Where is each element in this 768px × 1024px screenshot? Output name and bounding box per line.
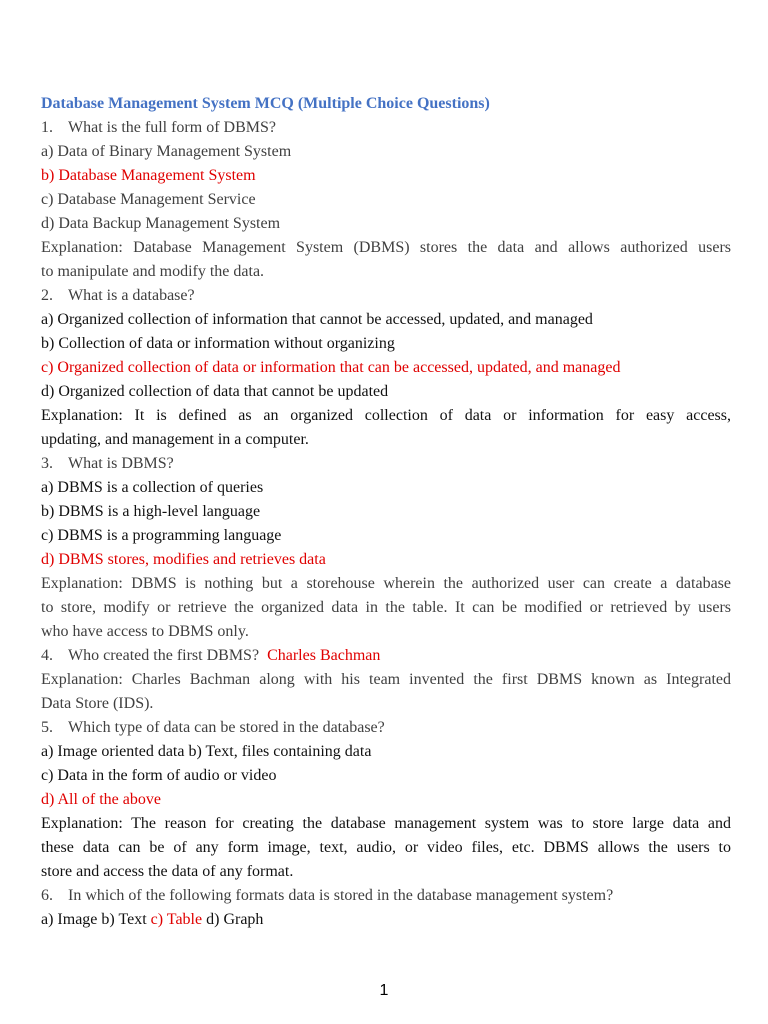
question-text: What is DBMS?	[68, 455, 174, 472]
option-d: d) Organized collection of data that cannot be updated	[41, 383, 389, 400]
question-3	[41, 452, 731, 476]
question-number: 6.	[41, 887, 53, 904]
question-number: 2.	[41, 287, 53, 304]
explanation-line: to manipulate and modify the data.	[41, 263, 265, 280]
explanation-line: Explanation: The reason for creating the database management system was to store large data and	[41, 815, 731, 832]
question-text: In which of the following formats data is stored in the database management system?	[68, 887, 614, 904]
correct-option-c: c) Table	[150, 911, 203, 928]
option-c: c) Database Management Service	[41, 191, 256, 208]
question-number: 4.	[41, 647, 53, 664]
question-text: Which type of data can be stored in the database?	[68, 719, 385, 736]
correct-option-c: c) Organized collection of data or information that can be accessed, updated, and managed	[41, 359, 621, 376]
explanation-line: to store, modify or retrieve the organized data in the table. It can be modified or retrieved by users	[41, 599, 731, 616]
option-a: a) Data of Binary Management System	[41, 143, 292, 160]
options-row	[41, 908, 731, 932]
option-c: c) DBMS is a programming language	[41, 527, 282, 544]
option-a: a) DBMS is a collection of queries	[41, 479, 264, 496]
mcq-content	[41, 92, 731, 932]
explanation-line: updating, and management in a computer.	[41, 431, 309, 448]
option-a: a) Organized collection of information that cannot be accessed, updated, and managed	[41, 311, 593, 328]
correct-option-d: d) DBMS stores, modifies and retrieves data	[41, 551, 326, 568]
option-a-b: a) Image oriented data b) Text, files containing data	[41, 743, 372, 760]
question-text: What is the full form of DBMS?	[68, 119, 276, 136]
option-b: b) Collection of data or information without organizing	[41, 335, 395, 352]
question-1	[41, 116, 731, 140]
question-number: 3.	[41, 455, 53, 472]
correct-option-b: b) Database Management System	[41, 167, 256, 184]
option-d: d) Data Backup Management System	[41, 215, 281, 232]
correct-option-d: d) All of the above	[41, 791, 161, 808]
question-text: What is a database?	[68, 287, 195, 304]
option-b: b) DBMS is a high-level language	[41, 503, 261, 520]
option-c: c) Data in the form of audio or video	[41, 767, 277, 784]
option-a-b: a) Image b) Text	[41, 911, 147, 928]
explanation-line: Explanation: It is defined as an organized collection of data or information for easy access,	[41, 407, 731, 424]
explanation-line: Explanation: DBMS is nothing but a storehouse wherein the authorized user can create a database	[41, 575, 731, 592]
question-6	[41, 884, 731, 908]
option-d: d) Graph	[206, 911, 264, 928]
explanation-line: Data Store (IDS).	[41, 695, 154, 712]
correct-answer: Charles Bachman	[267, 647, 381, 664]
explanation-line: Explanation: Database Management System (DBMS) stores the data and allows authorized users	[41, 239, 731, 256]
question-number: 1.	[41, 119, 53, 136]
explanation-line: Explanation: Charles Bachman along with his team invented the first DBMS known as Integrated	[41, 671, 731, 688]
question-2	[41, 284, 731, 308]
explanation-line: these data can be of any form image, text, audio, or video files, etc. DBMS allows the users to	[41, 839, 731, 856]
question-5	[41, 716, 731, 740]
question-4	[41, 644, 731, 668]
document-title: Database Management System MCQ (Multiple Choice Questions)	[41, 95, 490, 112]
question-number: 5.	[41, 719, 53, 736]
question-text: Who created the first DBMS?	[68, 647, 260, 664]
explanation-line: who have access to DBMS only.	[41, 623, 249, 640]
page-number: 1	[379, 982, 389, 999]
explanation-line: store and access the data of any format.	[41, 863, 294, 880]
